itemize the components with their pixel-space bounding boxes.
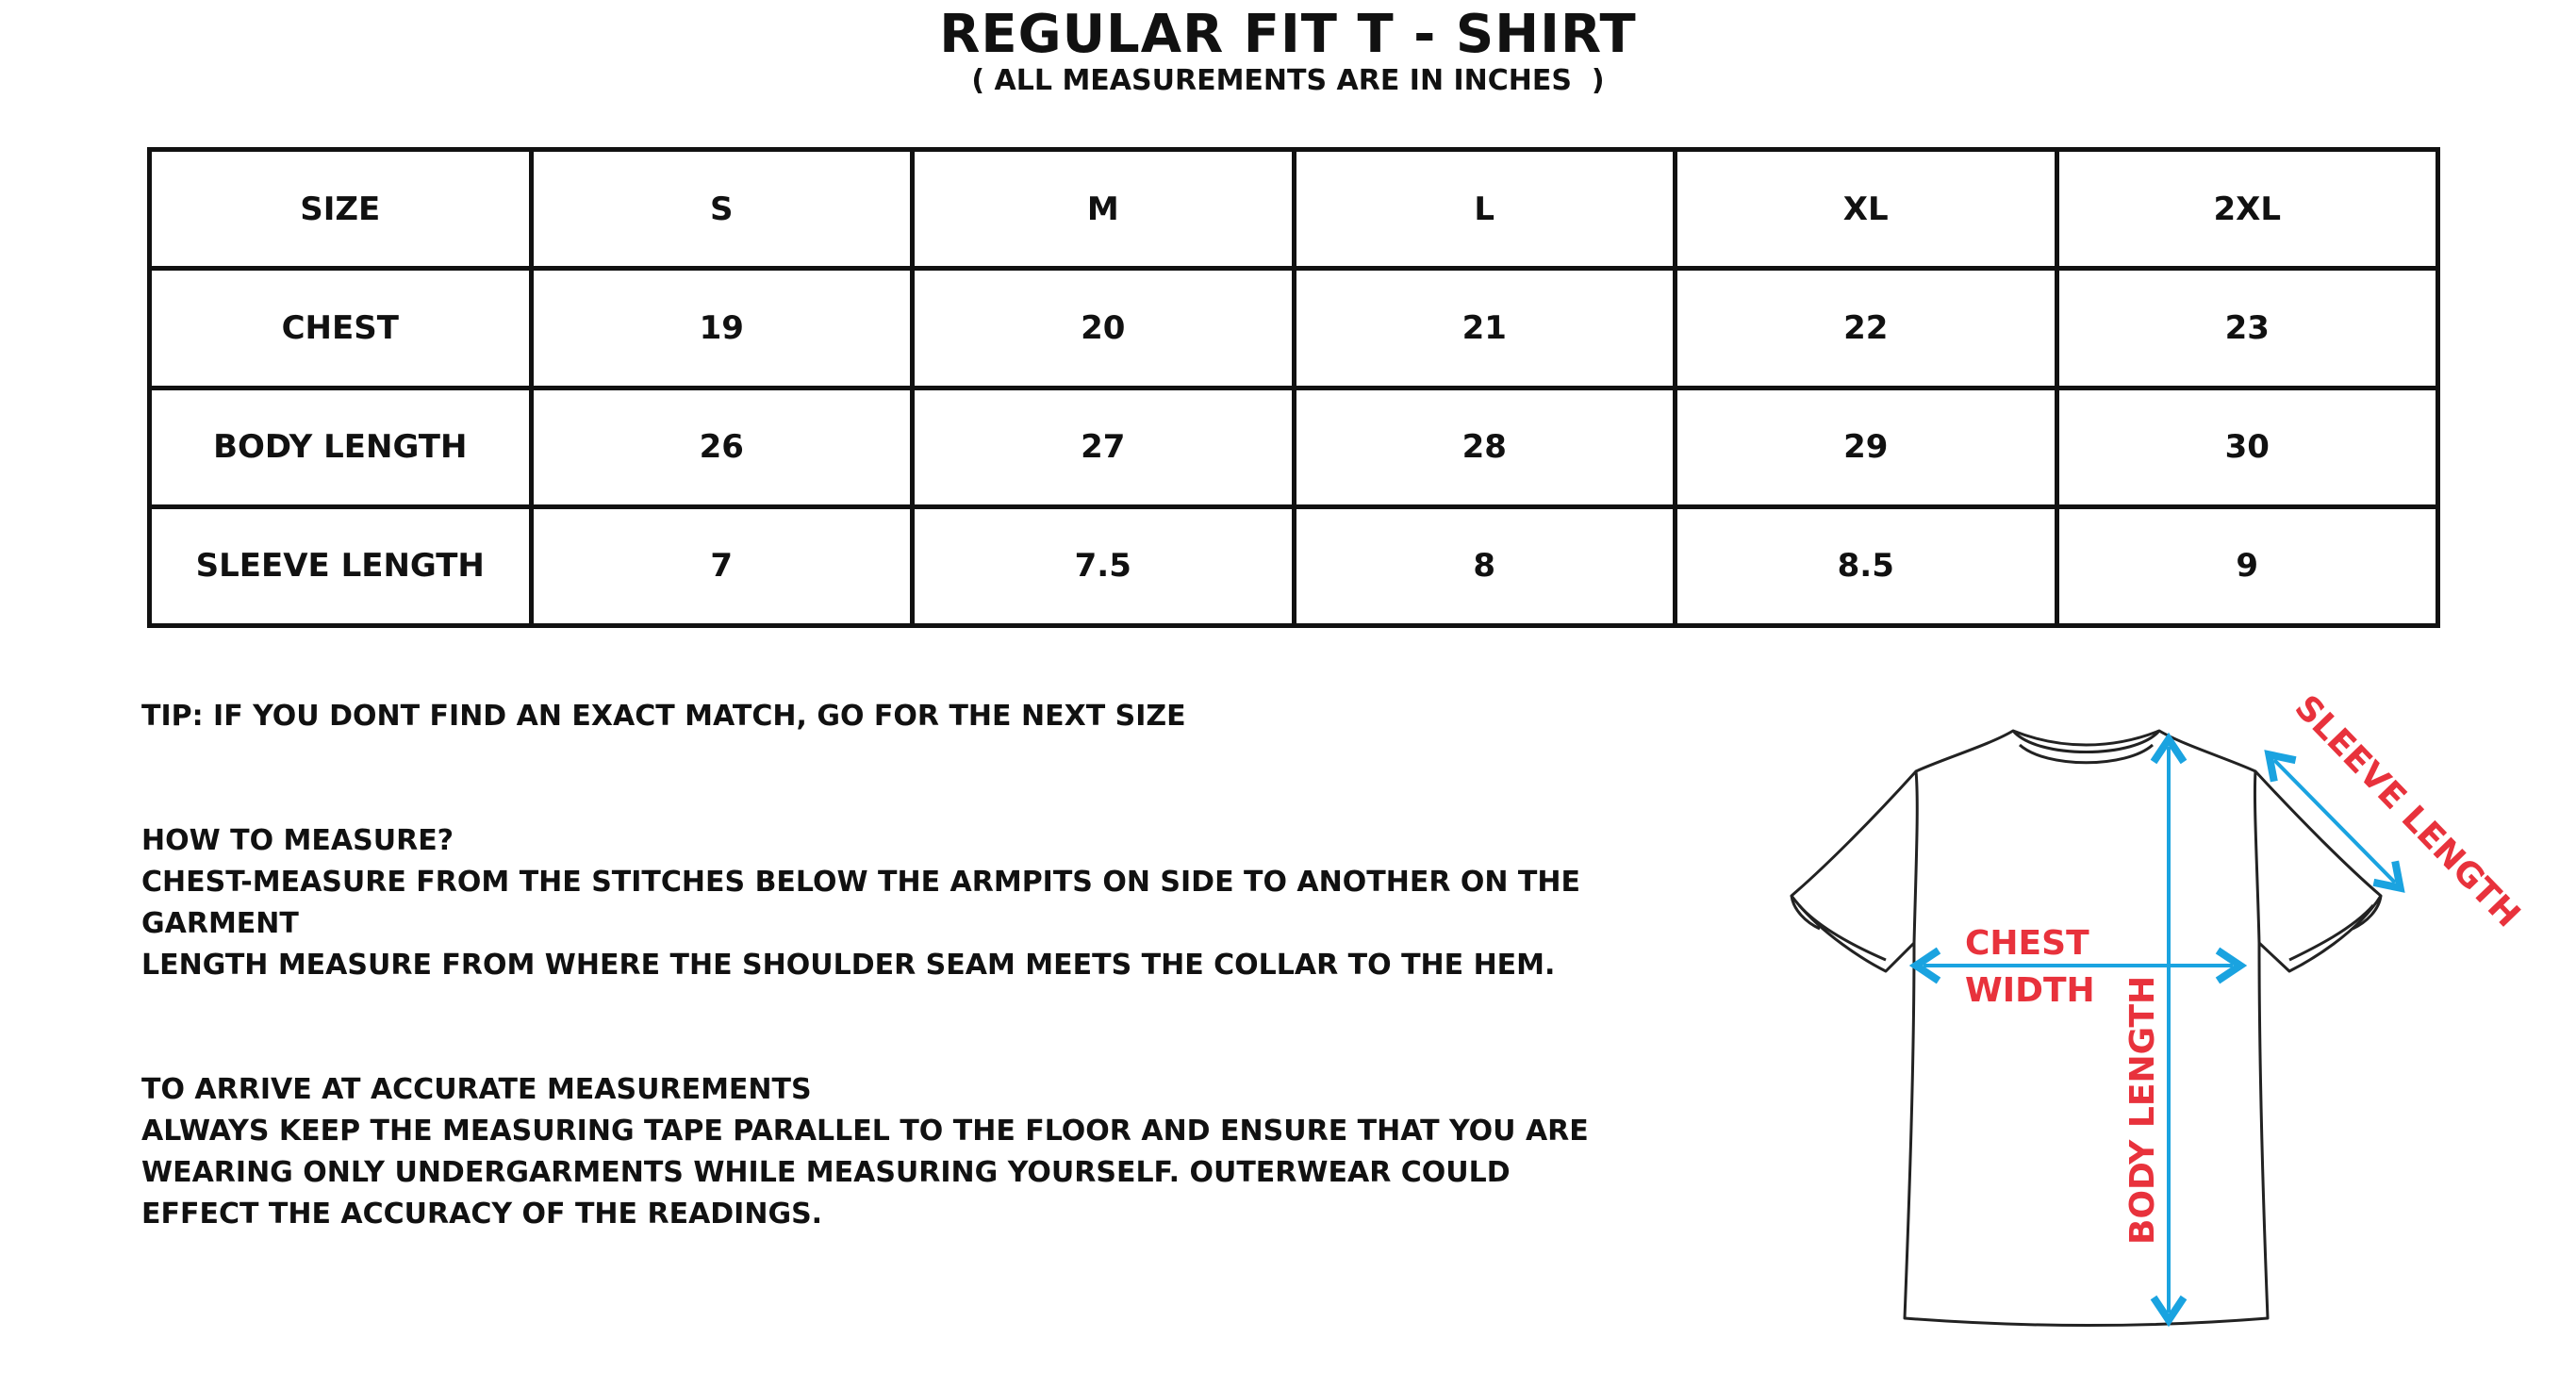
accuracy-heading: TO ARRIVE AT ACCURATE MEASUREMENTS [141, 1073, 812, 1106]
table-cell: 19 [531, 269, 913, 388]
chest-label-line1: CHEST [1965, 924, 2089, 963]
header-cell: SIZE [150, 150, 532, 269]
chest-label-line2: WIDTH [1965, 971, 2095, 1010]
table-cell: 23 [2056, 269, 2438, 388]
spacer [141, 737, 1612, 820]
table-cell: 21 [1294, 269, 1676, 388]
row-label-cell: CHEST [150, 269, 532, 388]
table-cell: 20 [913, 269, 1295, 388]
sleeve-length-label: SLEEVE LENGTH [2287, 687, 2528, 935]
row-label-cell: BODY LENGTH [150, 388, 532, 506]
table-row [150, 388, 2438, 506]
table-cell: 7.5 [913, 506, 1295, 625]
tshirt-shape [1792, 731, 2381, 1326]
table-cell: 8.5 [1676, 506, 2057, 625]
header-cell: 2XL [2056, 150, 2438, 269]
table-cell: 28 [1294, 388, 1676, 506]
table-cell: 8 [1294, 506, 1676, 625]
page-subtitle: ( ALL MEASUREMENTS ARE IN INCHES ) [971, 64, 1605, 97]
table-cell: 26 [531, 388, 913, 506]
chest-instruction: CHEST-MEASURE FROM THE STITCHES BELOW THE ARMPITS ON SIDE TO ANOTHER ON THE GARMENT [141, 866, 1580, 940]
table-cell: 27 [913, 388, 1295, 506]
row-label-cell: SLEEVE LENGTH [150, 506, 532, 625]
size-chart-table [147, 147, 2440, 628]
how-to-measure-heading: HOW TO MEASURE? [141, 824, 454, 857]
table-row [150, 269, 2438, 388]
header-cell: L [1294, 150, 1676, 269]
spacer [141, 986, 1612, 1069]
tip-text: TIP: IF YOU DONT FIND AN EXACT MATCH, GO FOR THE NEXT SIZE [141, 700, 1186, 733]
header-cell: XL [1676, 150, 2057, 269]
header-cell: S [531, 150, 913, 269]
body-length-label: BODY LENGTH [2123, 975, 2162, 1245]
tshirt-outline-icon [1773, 687, 2528, 1348]
table-row [150, 506, 2438, 625]
page-title: REGULAR FIT T - SHIRT [939, 4, 1637, 65]
length-instruction: LENGTH MEASURE FROM WHERE THE SHOULDER SEAM MEETS THE COLLAR TO THE HEM. [141, 949, 1556, 982]
table-cell: 30 [2056, 388, 2438, 506]
table-cell: 7 [531, 506, 913, 625]
measurement-notes [141, 696, 1612, 1235]
table-header-row [150, 150, 2438, 269]
tshirt-diagram [1773, 687, 2528, 1348]
header-cell: M [913, 150, 1295, 269]
accuracy-text: ALWAYS KEEP THE MEASURING TAPE PARALLEL TO THE FLOOR AND ENSURE THAT YOU ARE WEARING ONLY UNDERGARMENTS WHILE MEASURING YOURSELF. OUTERWEAR COULD EFFECT THE ACCURACY OF THE READINGS. [141, 1115, 1589, 1231]
table-cell: 22 [1676, 269, 2057, 388]
table-cell: 9 [2056, 506, 2438, 625]
table-cell: 29 [1676, 388, 2057, 506]
